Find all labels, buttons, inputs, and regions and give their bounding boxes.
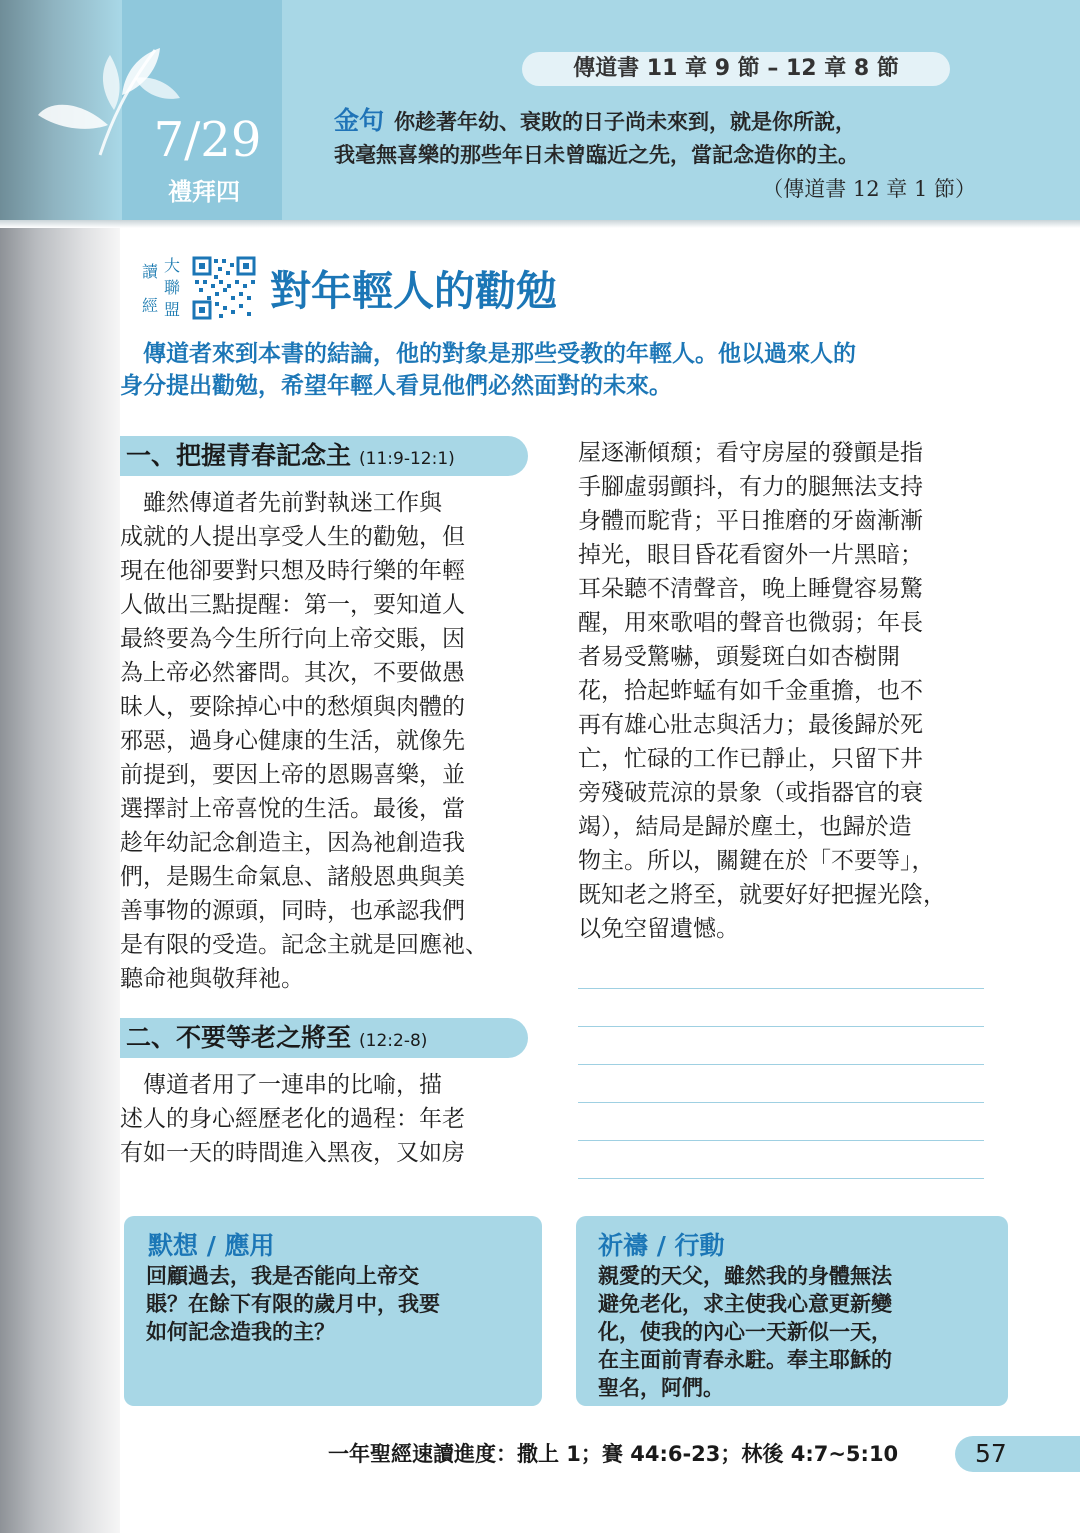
prayer-line: 聖名，阿們。 — [598, 1375, 724, 1400]
section-heading-title: 一、把握青春記念主 — [126, 441, 352, 470]
note-line[interactable] — [578, 1064, 984, 1065]
body-line: 既知老之將至，就要好好把握光陰， — [578, 882, 946, 908]
weekday-label: 禮拜四 — [168, 178, 240, 206]
body-line: 傳道者用了一連串的比喻，描 — [120, 1072, 442, 1098]
badge-char: 盟 — [164, 300, 181, 319]
page-title: 對年輕人的勸勉 — [270, 267, 557, 315]
reading-league-badge — [138, 256, 188, 320]
note-line[interactable] — [578, 1102, 984, 1103]
section-1-body — [120, 486, 530, 996]
golden-verse — [334, 104, 984, 206]
body-line: 旁殘破荒涼的景象（或指器官的衰 — [578, 780, 923, 806]
body-line: 現在他卻要對只想及時行樂的年輕 — [120, 558, 465, 584]
reflection-text — [146, 1262, 440, 1346]
body-line: 前提到，要因上帝的恩賜喜樂，並 — [120, 762, 465, 788]
section-heading-title: 二、不要等老之將至 — [126, 1023, 352, 1052]
body-line: 聽命祂與敬拜祂。 — [120, 966, 304, 992]
intro-paragraph — [120, 338, 990, 402]
note-line[interactable] — [578, 1178, 984, 1179]
body-line: 為上帝必然審問。其次，不要做愚 — [120, 660, 465, 686]
prayer-line: 在主面前青春永駐。奉主耶穌的 — [598, 1347, 892, 1372]
intro-line: 傳道者來到本書的結論，他的對象是那些受教的年輕人。他以過來人的 — [120, 341, 856, 367]
section-heading-ref: (11:9-12:1) — [359, 449, 455, 469]
body-line: 竭），結局是歸於塵土，也歸於造 — [578, 814, 912, 840]
section-2-body — [120, 1068, 530, 1170]
note-line[interactable] — [578, 1140, 984, 1141]
intro-line: 身分提出勸勉，希望年輕人看見他們必然面對的未來。 — [120, 373, 672, 399]
body-line: 物主。所以，關鍵在於「不要等」， — [578, 848, 935, 874]
body-line: 以免空留遺憾。 — [578, 916, 739, 942]
body-line: 醒，用來歌唱的聲音也微弱；年長 — [578, 610, 923, 636]
golden-verse-line-1 — [334, 104, 984, 138]
page-number-pill — [955, 1436, 1080, 1472]
body-line: 昧人，要除掉心中的愁煩與肉體的 — [120, 694, 465, 720]
body-line: 人做出三點提醒：第一，要知道人 — [120, 592, 465, 618]
reflection-line: 賬？在餘下有限的歲月中，我要 — [146, 1291, 440, 1316]
page-number: 57 — [975, 1439, 1007, 1468]
golden-verse-reference: （傳道書 12 章 1 節） — [762, 177, 976, 201]
body-line: 趁年幼記念創造主，因為祂創造我 — [120, 830, 465, 856]
body-line: 手腳虛弱顫抖，有力的腿無法支持 — [578, 474, 923, 500]
right-column-body — [578, 436, 988, 946]
date-number: 7/29 — [153, 112, 262, 168]
body-line: 花，拾起蚱蜢有如千金重擔，也不 — [578, 678, 923, 704]
body-line: 善事物的源頭，同時，也承認我們 — [120, 898, 465, 924]
body-line: 最終要為今生所行向上帝交賬，因 — [120, 626, 465, 652]
body-line: 成就的人提出享受人生的勸勉，但 — [120, 524, 465, 550]
reflection-line: 回顧過去，我是否能向上帝交 — [146, 1263, 419, 1288]
body-line: 是有限的受造。記念主就是回應祂、 — [120, 932, 488, 958]
body-line: 們，是賜生命氣息、諸般恩典與美 — [120, 864, 465, 890]
note-line[interactable] — [578, 988, 984, 989]
body-line: 亡，忙碌的工作已靜止，只留下井 — [578, 746, 923, 772]
body-line: 述人的身心經歷老化的過程：年老 — [120, 1106, 465, 1132]
section-heading-2 — [120, 1018, 528, 1058]
section-heading-ref: (12:2-8) — [359, 1031, 428, 1051]
prayer-line: 化，使我的內心一天新似一天， — [598, 1319, 892, 1344]
reflection-box — [124, 1216, 542, 1406]
golden-verse-text-1: 你趁著年幼、衰敗的日子尚未來到，就是你所說， — [394, 109, 857, 134]
reflection-line: 如何記念造我的主？ — [146, 1319, 335, 1344]
badge-char: 聯 — [164, 278, 181, 297]
badge-char: 經 — [142, 296, 159, 315]
book-spine-shadow — [0, 0, 120, 1533]
golden-verse-label: 金句 — [334, 106, 385, 135]
reading-progress: 一年聖經速讀進度：撒上 1；賽 44:6-23；林後 4:7~5:10 — [328, 1442, 899, 1466]
body-line: 邪惡，過身心健康的生活，就像先 — [120, 728, 465, 754]
body-line: 耳朵聽不清聲音，晚上睡覺容易驚 — [578, 576, 923, 602]
prayer-title: 祈禱 / 行動 — [598, 1231, 725, 1260]
body-line: 者易受驚嚇，頭髮斑白如杏樹開 — [578, 644, 900, 670]
qr-code-icon[interactable] — [192, 256, 256, 320]
body-line: 身體而駝背；平日推磨的牙齒漸漸 — [578, 508, 923, 534]
prayer-text — [598, 1262, 892, 1402]
body-line: 雖然傳道者先前對執迷工作與 — [120, 490, 442, 516]
prayer-box — [576, 1216, 1008, 1406]
prayer-line: 避免老化，求主使我心意更新變 — [598, 1291, 892, 1316]
prayer-line: 親愛的天父，雖然我的身體無法 — [598, 1263, 892, 1288]
badge-char: 大 — [164, 256, 181, 275]
section-heading-1 — [120, 436, 528, 476]
body-line: 屋逐漸傾頹；看守房屋的發顫是指 — [578, 440, 923, 466]
note-line[interactable] — [578, 1026, 984, 1027]
body-line: 掉光，眼目昏花看窗外一片黑暗； — [578, 542, 923, 568]
reflection-title: 默想 / 應用 — [148, 1231, 275, 1260]
scripture-range-pill: 傳道書 11 章 9 節 – 12 章 8 節 — [522, 52, 950, 86]
golden-verse-text-2: 我毫無喜樂的那些年日未曾臨近之先，當記念造你的主。 — [334, 142, 859, 167]
body-line: 有如一天的時間進入黑夜，又如房 — [120, 1140, 465, 1166]
body-line: 選擇討上帝喜悅的生活。最後，當 — [120, 796, 465, 822]
body-line: 再有雄心壯志與活力；最後歸於死 — [578, 712, 923, 738]
badge-char: 讀 — [142, 262, 159, 281]
header-shadow — [0, 220, 1080, 228]
